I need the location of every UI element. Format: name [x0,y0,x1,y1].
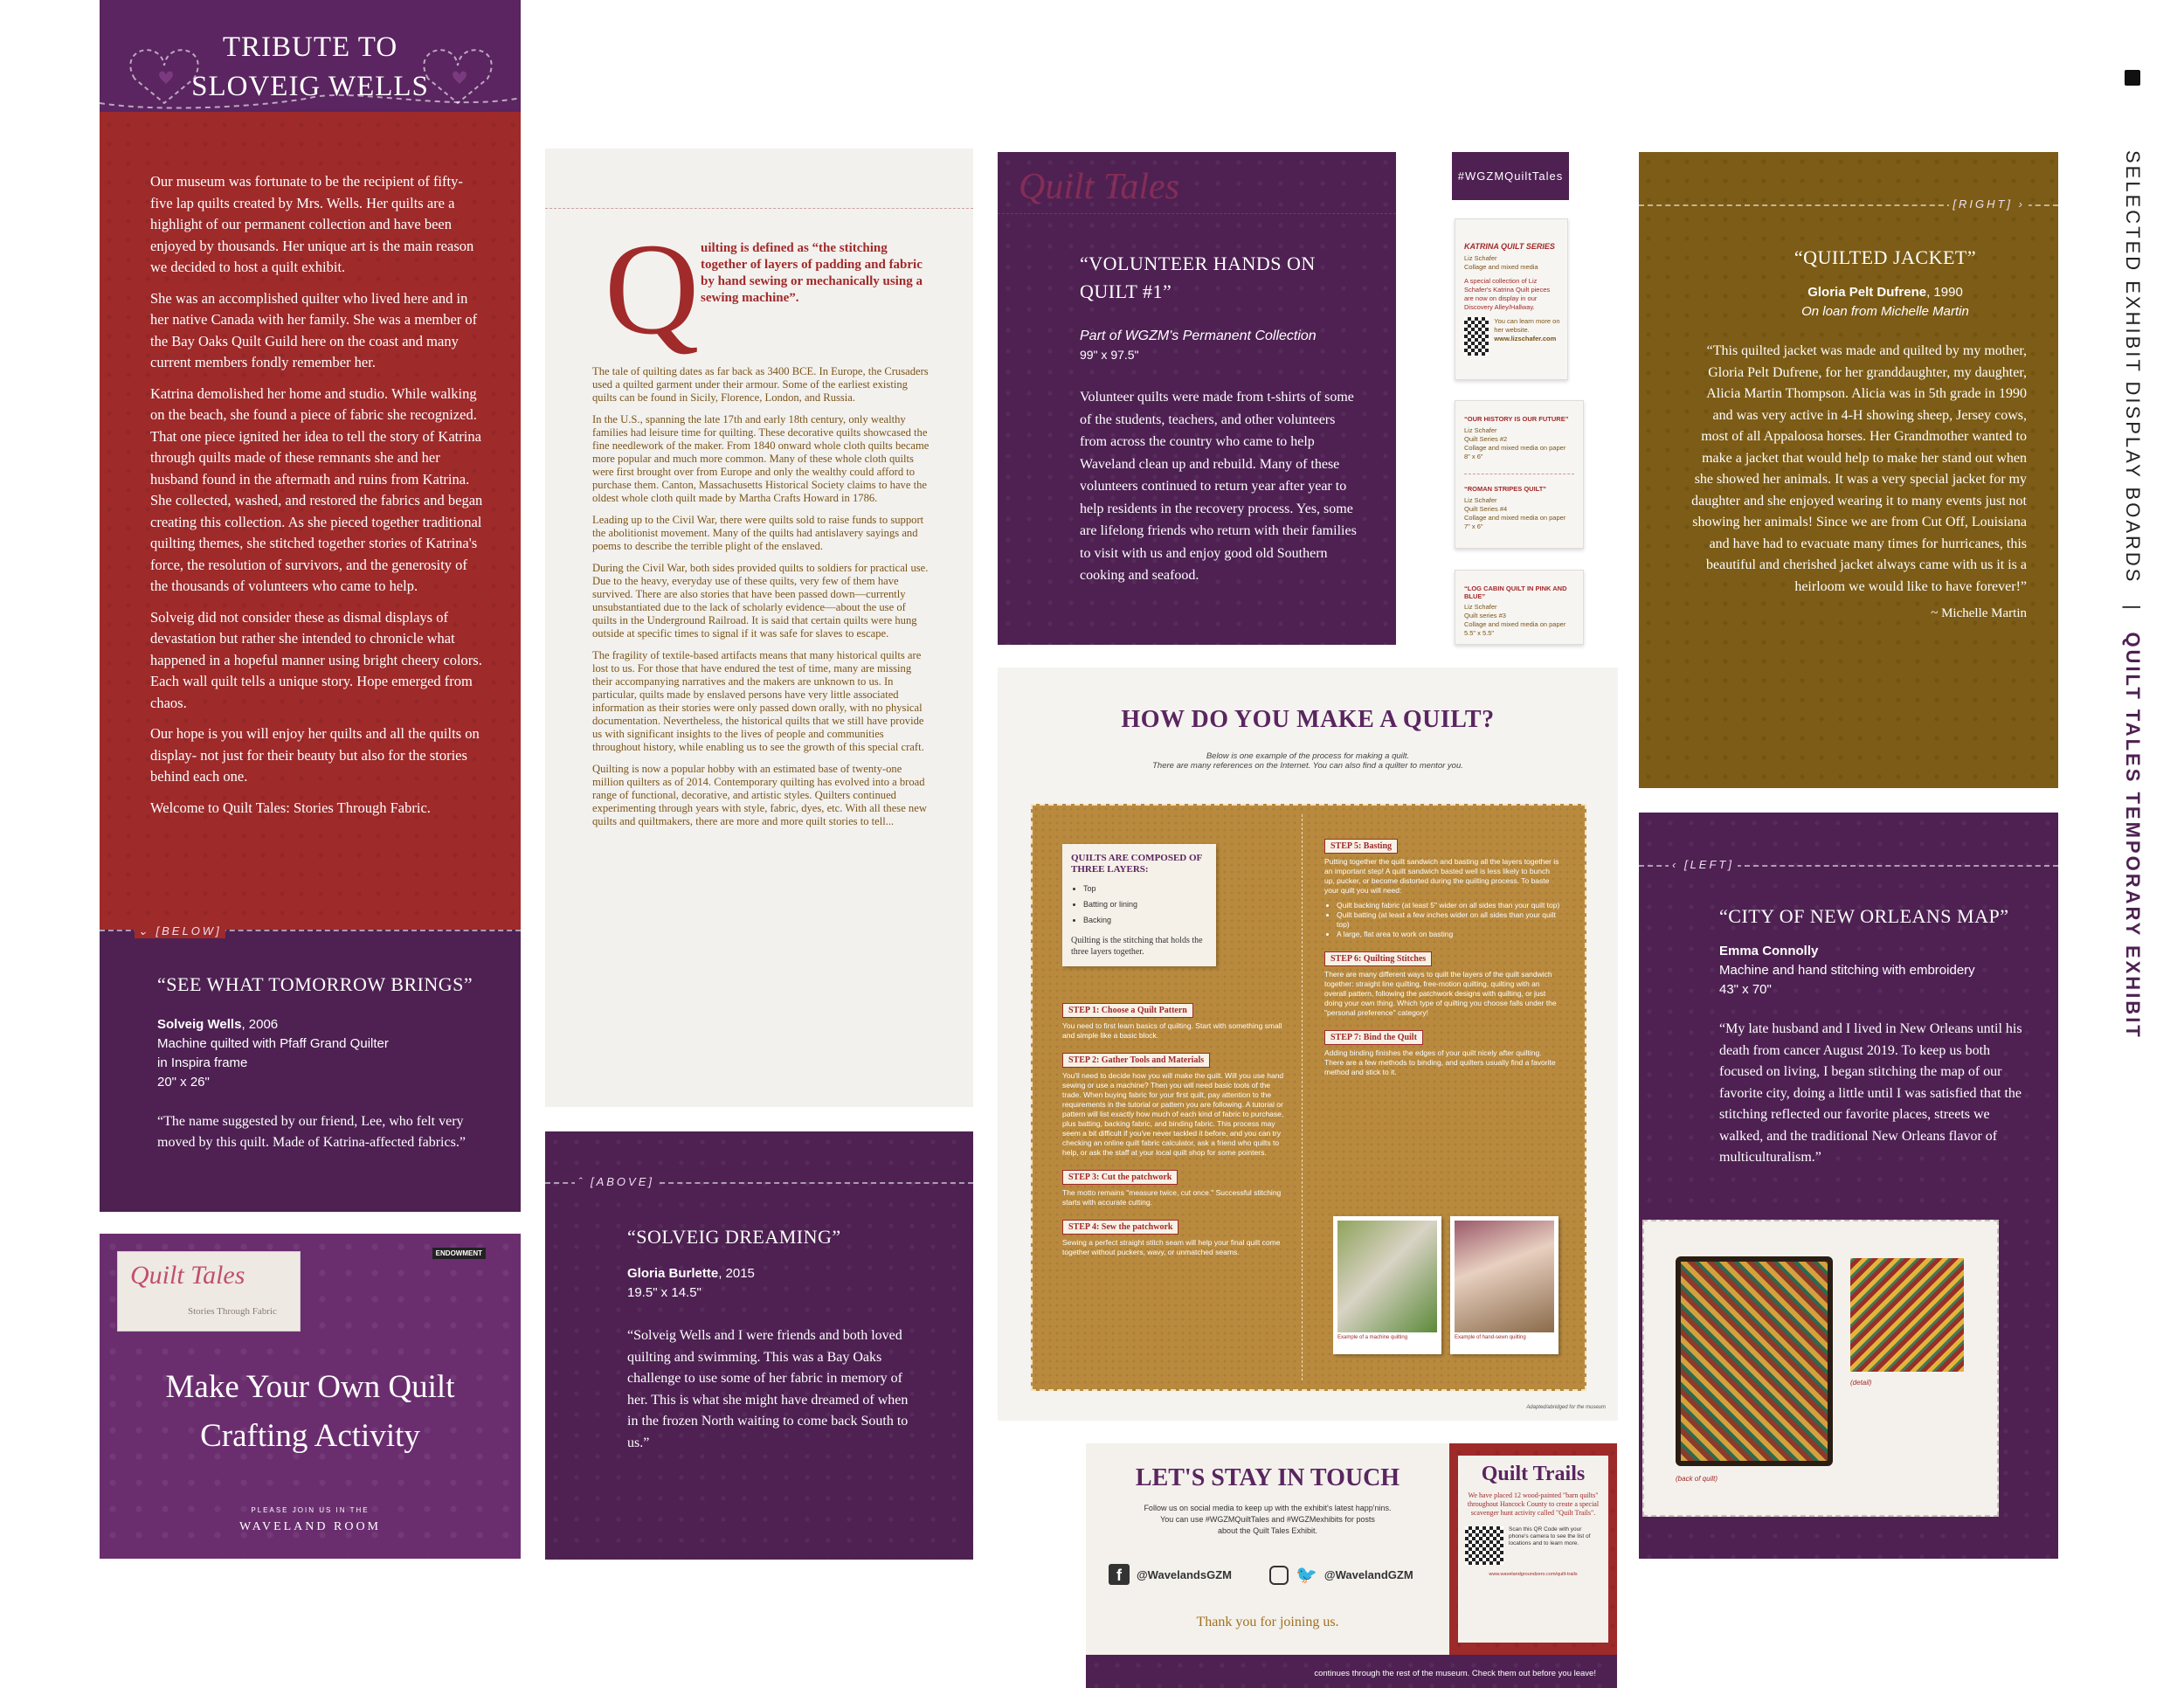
tribute-board [100,0,521,1212]
tribute-paragraph: Solveig did not consider these as dismal displays of devastation but rather she intended to chronicle what happened in a hopeful manner using bright cheery colors. Each wall quilt tells a unique story. Hope emerged from chaos. [150,608,482,711]
volunteer-body: Volunteer quilts were made from t-shirts of some of the students, teachers, and other volunteers from across the country who came to help Waveland clean up and rebuild. Many of these volunteers continued to return year after year to help residents in the recovery process. Yes, some are lifelong friends who return with their families to visit with us and enjoy good old Southern cooking and seafood. [1080,390,1357,583]
layer-item: • Top [1083,881,1207,896]
facebook-link[interactable] [1109,1564,1232,1585]
instagram-handle: @WavelandGZM [1324,1568,1413,1581]
touch-title: LET'S STAY IN TOUCH [1135,1464,1400,1491]
howto-title: HOW DO YOU MAKE A QUILT? [1121,706,1495,733]
footer-text: continues through the rest of the museum. Check them out before you leave! [1314,1669,1596,1678]
card-artist: Liz Schafer [1464,496,1497,504]
quilt-detail-photo [1850,1258,1964,1372]
make-your-own-board [100,1234,521,1559]
dreaming-artist: Gloria Burlette, 2015 [627,1266,755,1281]
step-text: Sewing a perfect straight stitch seam will help your final quilt come together without puckers, wavy, or unmatched seams. [1062,1238,1281,1256]
below-tag: ⌄ [BELOW] [135,924,225,938]
step-heading: STEP 7: Bind the Quilt [1324,1030,1423,1045]
quilted-jacket-board [1639,152,2058,788]
layers-card [1062,844,1216,966]
howto-steps-area [1031,804,1586,1391]
instagram-twitter-link[interactable] [1269,1564,1413,1586]
makeown-room: WAVELAND ROOM [238,1520,382,1533]
step-heading: STEP 3: Cut the patchwork [1062,1170,1178,1185]
layers-title: QUILTS ARE COMPOSED OF THREE LAYERS: [1071,853,1202,875]
jacket-quote: “This quilted jacket was made and quilted by my mother, Gloria Pelt Dufrene, for her granddaughter, my daughter, Alicia Martin Thompson. Alicia was in 5th grade in 1990 and was very active in 4-H showing sheep, Jersey cows, most of all Appaloosa horses. Her Grandmother wanted to make a jacket that would help to make her stand out when she showed her animals. It was a very special jacket for my daughter and she enjoyed wearing it to many events just not showing her animals! Since we are from Cut Off, Louisiana and have had to evacuate many times for hurricanes, this beautiful and cherished jacket always came with us it is a heirloom we would like to have forever!” [1691,343,2027,594]
card-media: Collage and mixed media on paper [1464,620,1566,628]
card-learn: You can learn more on her website. [1494,317,1560,334]
layers-note: Quilting is the stitching that holds the three layers together. [1071,936,1203,957]
card-media: Collage and mixed media on paper [1464,444,1566,452]
hand-quilting-photo [1450,1216,1559,1354]
quilt-tales-logo: Quilt Tales [1019,167,1179,207]
step-text: You'll need to decide how you will make the quilt. Will you use hand sewing or use a machine? Then you will need basic tools of the trade. When buying fabric for your first quilt, pay attention to the requirements in the tutorial or pattern you are following. A tutorial or pattern will list exactly how much of each kind of fabric to purchase, plus batting, backing fabric, and binding fabric. This process may seem a bit difficult if you've never tackled it before, and you can try checking an online quilt fabric calculator, ask a friend who quilts to help, or ask the staff at your local quilt shop for some pointers. [1062,1071,1284,1157]
card-series: Quilt series #3 [1464,612,1506,619]
how-to-make-quilt-board [998,668,1618,1421]
chevron-down-icon: ⌄ [138,924,156,937]
chevron-left-icon: ‹ [1672,858,1684,871]
neworleans-artist: Emma Connolly [1719,944,1819,958]
step-heading: STEP 5: Basting [1324,839,1398,854]
quilt-tales-logo-card [117,1251,301,1332]
katrina-series-card [1455,218,1568,380]
step-heading: STEP 2: Gather Tools and Materials [1062,1053,1210,1068]
step-text: Adding binding finishes the edges of your quilt nicely after quilting. There are a few methods to binding, and quilters usually find a favorite method and stick to it. [1324,1048,1556,1076]
card-size: 5.5" x 5.5" [1464,629,1495,637]
sidebar-separator: | [2122,604,2144,612]
hashtag-label: #WGZMQuiltTales [1452,152,1569,200]
above-tag: ˆ [ABOVE] [575,1175,658,1188]
photo-caption: Example of a machine quilting [1337,1335,1408,1340]
quilt-trails-panel [1449,1443,1617,1655]
neworleans-media: Machine and hand stitching with embroidery [1719,963,1975,978]
tribute-paragraph: Katrina demolished her home and studio. While walking on the beach, she found a piece of fabric she recognized. That one piece ignited her idea to tell the story of Katrina through quilts made of these remnants she and her husband found in the aftermath and ruins from Katrina. She collected, washed, and restored the fabrics and began creating this collection. As she pieced together traditional quilting themes, she stitched together stories of Katrina's force, the resolution of survivors, and the generosity of the thousands of volunteers who came to help. [150,384,483,594]
makeown-title: Make Your Own Quilt Crafting Activity [165,1369,455,1454]
tribute-label [100,924,521,1212]
history-paragraph: During the Civil War, both sides provided quilts to soldiers for practical use. Due to the heavy, everyday use of these quilts, very few of them have survived. There are also stories that have been passed down—currently unsubstantiated due to the lack of scholarly evidence—about the use of quilts in the Underground Railroad. It is said that certain quilts were hung outside at specific times to signal if it was safe for slaves to escape. [592,562,929,640]
card-artist: Liz Schafer [1464,426,1497,434]
history-paragraph: Leading up to the Civil War, there were quilts sold to raise funds to support the abolitionist movement. Many of the quilts had antislavery sayings and poems to describe the terrible plight of the enslaved. [592,514,924,552]
history-text [592,365,930,837]
touch-thanks: Thank you for joining us. [1196,1615,1339,1629]
layer-item: • Backing [1083,912,1207,928]
caption-back: (back of quilt) [1676,1475,1718,1483]
card-note: A special collection of Liz Schafer's Katrina Quilt pieces are now on display in our Discovery Alley/Hallway. [1464,277,1551,311]
tribute-paragraph: Our museum was fortunate to be the recipient of fifty-five lap quilts created by Mrs. Wells. Her quilts are a highlight of our permanent collection and have been enjoyed by thousands. Her unique art is the main reason we decided to host a quilt exhibit. [150,173,474,275]
tribute-paragraph: She was an accomplished quilter who lived here and in her native Canada with her family. She was a member of the Bay Oaks Quilt Guild here on the coast and many current members fondly remember her. [150,289,478,370]
jacket-signature: ~ Michelle Martin [1931,606,2027,620]
card-title: “ROMAN STRIPES QUILT” [1464,485,1547,493]
instagram-icon [1269,1566,1289,1585]
baste-item: • Quilt batting (at least a few inches wider on all sides than your quilt top) [1337,910,1560,930]
card-media: Collage and mixed media [1464,263,1538,271]
card-title: “LOG CABIN QUILT IN PINK AND BLUE” [1464,585,1567,600]
qr-instructions: Scan this QR Code with your phone's camera to see the list of locations and to learn more. [1509,1526,1591,1546]
sidebar-title-1: SELECTED EXHIBIT DISPLAY BOARDS [2122,150,2144,585]
tribute-detail: in Inspira frame [157,1055,248,1070]
facebook-icon: f [1109,1564,1130,1585]
drop-cap: Q [605,217,700,362]
baste-item: • A large, flat area to work on basting [1337,930,1560,939]
neworleans-size: 43" x 70" [1719,982,1772,997]
solveig-dreaming-board [545,1131,973,1560]
volunteer-board [998,152,1396,645]
tribute-artist: Solveig Wells, 2006 [157,1017,279,1032]
chevron-right-icon: › [2013,197,2025,211]
quilting-history-board [545,149,973,1107]
neworleans-title: “CITY OF NEW ORLEANS MAP” [1719,905,2009,927]
quilt-trails-text: We have placed 12 wood-painted "barn quilts" throughout Hancock County to create a special scavenger hunt activity called "Quilt Trails". [1467,1491,1600,1517]
quilt-trails-title: Quilt Trails [1481,1463,1586,1485]
card-series: Quilt Series #4 [1464,505,1508,513]
square-icon [2125,70,2140,86]
dreaming-size: 19.5" x 14.5" [627,1285,702,1300]
history-intro: uilting is defined as “the stitching together of layers of padding and fabric by hand sewing or mechanically using a sewing machine”. [701,241,923,305]
dreaming-title: “SOLVEIG DREAMING” [627,1226,841,1248]
photo-caption: Example of hand-sewn quilting [1455,1335,1526,1340]
baste-item: • Quilt backing fabric (at least 5" wider on all sides than your quilt top) [1337,901,1560,910]
machine-quilting-photo [1333,1216,1441,1354]
log-cabin-card [1455,570,1584,645]
quilt-trails-url[interactable]: www.wavelandgroundzero.com/quilt-trails [1489,1572,1578,1577]
quilt-photos [1642,1220,1999,1517]
caption-detail: (detail) [1850,1379,1872,1387]
left-tag: ‹ [LEFT] [1669,858,1738,871]
qr-code-icon [1464,317,1489,356]
card-artist: Liz Schafer [1464,603,1497,611]
dreaming-quote: “Solveig Wells and I were friends and both loved quilting and swimming. This was a Bay Oaks challenge to use some of her fabric in memory of her. This is what she might have dreamed of when in the frozen North waiting to come back South to us.” [627,1328,909,1450]
tribute-title-line2: SLOVEIG WELLS [191,71,429,102]
new-orleans-map-board [1639,813,2058,1559]
chevron-up-icon: ˆ [578,1175,591,1188]
tribute-size: 20" x 26" [157,1075,210,1090]
sidebar-title-2: QUILT TALES TEMPORARY EXHIBIT [2122,632,2144,1040]
volunteer-title: “VOLUNTEER HANDS ON QUILT #1” [1080,253,1316,302]
touch-text: Follow us on social media to keep up with the exhibit's latest happ'nins. You can use #WGZMQuiltTales and #WGZMexhibits for posts about the Quilt Tales Exhibit. [1144,1504,1392,1535]
card-url[interactable]: www.lizschafer.com [1494,335,1557,342]
touch-footer [1086,1655,1617,1688]
howto-subtitle: Below is one example of the process for making a quilt. There are many references on the Internet. You can also find a quilter to mentor you. [1152,751,1463,771]
facebook-handle: @WavelandsGZM [1137,1567,1232,1581]
history-paragraph: The fragility of textile-based artifacts means that many historical quilts are lost to us. For those that have endured the test of time, many are missing their accompanying narratives and the makers are unknown to us. In particular, quilts made by enslaved persons have very little associated information as their stories were only passed down orally, with no physical documentation. Nevertheless, the historical quilts that we still have provide us with significant insights to the lives of people and communities throughout history, while enabling us to see the growth of this special craft. [592,649,924,753]
tribute-detail: Machine quilted with Pfaff Grand Quilter [157,1036,389,1051]
history-future-card [1455,400,1584,549]
tribute-body [150,171,484,828]
tribute-paragraph: Welcome to Quilt Tales: Stories Through Fabric. [150,799,431,816]
neworleans-quote: “My late husband and I lived in New Orleans until his death from cancer August 2019. To keep us both focused on living, I began stitching the map of our favorite city, doing a little until I was satisfied that the stitching reflected our favorite places, streets we walked, and the traditional New Orleans flavor of multiculturalism.” [1719,1021,2022,1165]
tribute-heading [100,0,521,112]
step-heading: STEP 1: Choose a Quilt Pattern [1062,1003,1193,1018]
jacket-loan: On loan from Michelle Martin [1801,304,1969,319]
step-heading: STEP 6: Quilting Stitches [1324,951,1432,966]
history-paragraph: In the U.S., spanning the late 17th and early 18th century, only wealthy families had leisure time for quilting. These decorative quilts showcased the fine needlework of the maker. From 1840 onward whole cloth quilts became more popular and much more common. Many of these whole cloth quilts were first brought over from Europe and only the wealthy could afford to purchase them. Canton, Massachusetts Historical Society claims to have the oldest whole cloth quilt made by Martha Crafts Howard in 1786. [592,413,930,504]
howto-footnote: Adapted/abridged for the museum [1526,1405,1606,1410]
jacket-title: “QUILTED JACKET” [1794,246,1977,268]
card-size: 8" x 6" [1464,453,1483,460]
quilt-back-photo [1676,1256,1833,1466]
tribute-quote: “The name suggested by our friend, Lee, who felt very moved by this quilt. Made of Katrina-affected fabrics.” [157,1114,466,1150]
card-size: 7" x 6" [1464,522,1483,530]
right-tag: [RIGHT] › [1949,197,2028,211]
card-title: “OUR HISTORY IS OUR FUTURE” [1464,415,1569,423]
card-series: Quilt Series #2 [1464,435,1508,443]
qr-code-icon[interactable] [1465,1526,1503,1565]
step-text: There are many different ways to quilt the layers of the quilt sandwich together: straight line quilting, free-motion quilting, quilting with an overall pattern, following the patchwork designs with quilting, or just doing your own thing. Which type of quilting you choose falls under the "personal preference" category! [1324,970,1557,1017]
step-heading: STEP 4: Sew the patchwork [1062,1220,1178,1235]
tribute-quote-title: “SEE WHAT TOMORROW BRINGS” [157,973,473,995]
tribute-title-line1: TRIBUTE TO [222,31,398,63]
history-paragraph: The tale of quilting dates as far back as 3400 BCE. In Europe, the Crusaders used a quilted garment under their armour. Some of the earliest existing quilts can be found in Sicily, Florence, London, and Russia. [592,365,929,404]
card-media: Collage and mixed media on paper [1464,514,1566,522]
logo-subtitle: Stories Through Fabric [188,1306,277,1317]
makeown-join: PLEASE JOIN US IN THE [251,1506,370,1514]
step-text: The motto remains "measure twice, cut once." Successful stitching starts with accurate cutting. [1062,1188,1282,1207]
jacket-artist: Gloria Pelt Dufrene, 1990 [1807,285,1963,300]
volunteer-size: 99" x 97.5" [1080,348,1139,362]
tribute-paragraph: Our hope is you will enjoy her quilts and all the quilts on display- not just for their beauty but also for the stories behind each one. [150,725,480,785]
twitter-icon: 🐦 [1296,1566,1317,1585]
step-text: Putting together the quilt sandwich and basting all the layers together is an important step! A quilt sandwich basted well is less likely to bunch up, pucker, or become distorted during the quilting process. To baste your quilt you will need: [1324,857,1559,895]
stay-in-touch-board [1086,1443,1617,1688]
volunteer-subtitle: Part of WGZM's Permanent Collection [1080,329,1317,343]
step-text: You need to first learn basics of quilting. Start with something small and simple like a basic block. [1062,1021,1282,1040]
endowment-logo: ENDOWMENT [432,1248,486,1259]
layer-item: • Batting or lining [1083,896,1207,912]
sidebar-title [2123,70,2158,1075]
card-artist: Liz Schafer [1464,254,1497,262]
history-paragraph: Quilting is now a popular hobby with an estimated base of twenty-one million quilters as of 2014. Contemporary quilting has evolved into a broad range of functional, decorative, and artistic styles. Quilters continued experimenting through years with style, fabric, dyes, etc. With all these new quilts and quiltmakers, there are more and more quilt stories to tell... [592,763,927,827]
quilt-tales-logo: Quilt Tales [130,1261,245,1290]
card-title: KATRINA QUILT SERIES [1464,242,1555,251]
